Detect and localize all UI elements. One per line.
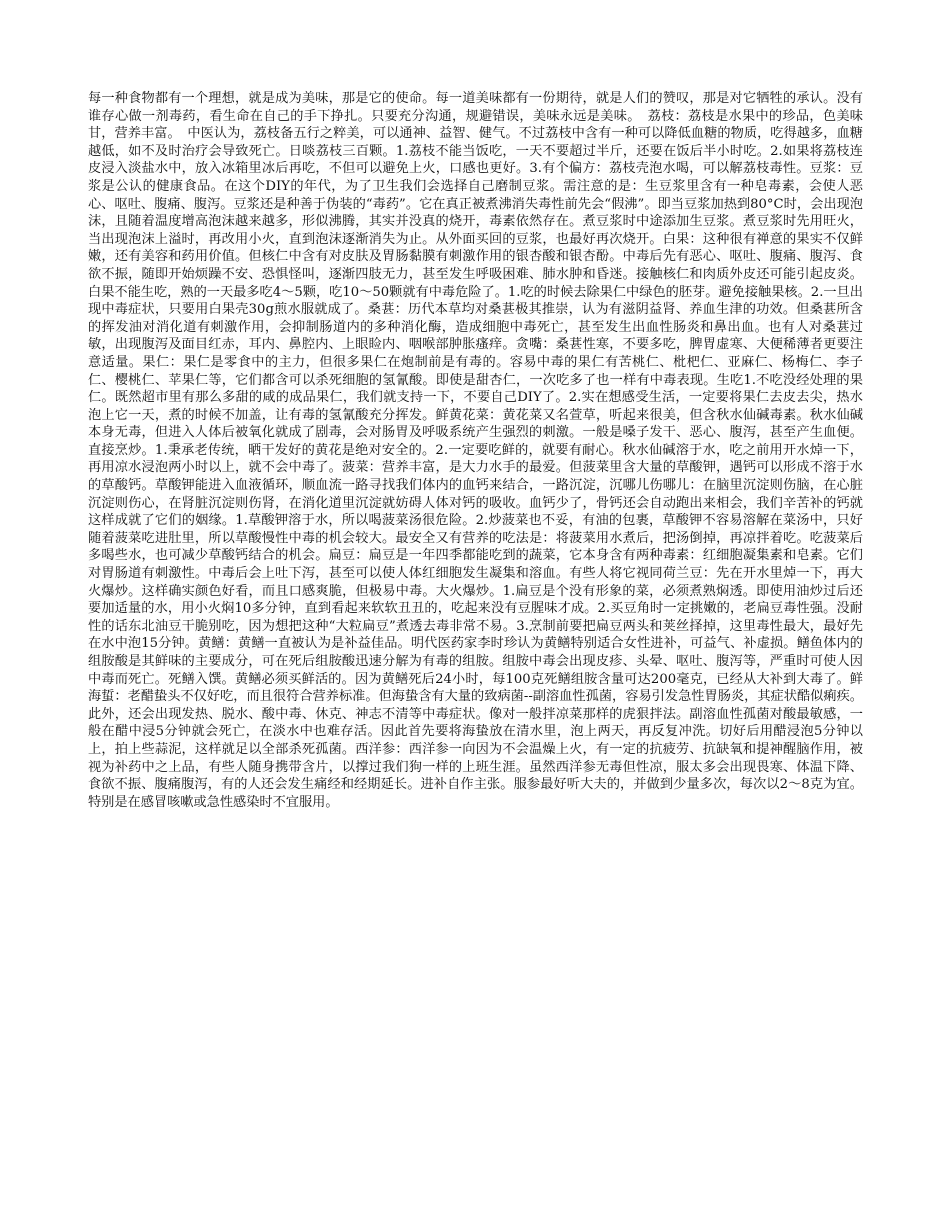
document-page	[88, 90, 863, 811]
body-paragraph: 每一种食物都有一个理想，就是成为美味，那是它的使命。每一道美味都有一份期待，就是人们的赞叹，那是对它牺牲的承认。没有谁存心做一剂毒药，看生命在自己的手下挣扎。只要充分沟通，规避错误，美味永远是美味。 荔枝：荔枝是水果中的珍品，色美味甘，营养丰富。 中医认为，荔枝备五行之粹美，可以通神、益智、健气。不过荔枝中含有一种可以降低血糖的物质，吃得越多，血糖越低，如不及时治疗会导致死亡。日啖荔枝三百颗。1.荔枝不能当饭吃，一天不要超过半斤，还要在饭后半小时吃。2.如果将荔枝连皮浸入淡盐水中，放入冰箱里冰后再吃，不但可以避免上火，口感也更好。3.有个偏方：荔枝壳泡水喝，可以解荔枝毒性。豆浆：豆浆是公认的健康食品。在这个DIY的年代，为了卫生我们会选择自己磨制豆浆。需注意的是：生豆浆里含有一种皂毒素，会使人恶心、呕吐、腹痛、腹泻。豆浆还是种善于伪装的“毒药”。它在真正被煮沸消失毒性前先会“假沸”。即当豆浆加热到80°C时，会出现泡沫，且随着温度增高泡沫越来越多，形似沸腾，其实并没真的烧开，毒素依然存在。煮豆浆时中途添加生豆浆。煮豆浆时先用旺火，当出现泡沫上溢时，再改用小火，直到泡沫逐渐消失为止。从外面买回的豆浆，也最好再次烧开。白果：这种很有禅意的果实不仅鲜嫩，还有美容和药用价值。但核仁中含有对皮肤及胃肠黏膜有刺激作用的银杏酸和银杏酚。中毒后先有恶心、呕吐、腹痛、腹泻、食欲不振，随即开始烦躁不安、恐惧怪叫，逐渐四肢无力，甚至发生呼吸困难、肺水肿和昏迷。接触核仁和肉质外皮还可能引起皮炎。白果不能生吃，熟的一天最多吃4～5颗，吃10～50颗就有中毒危险了。1.吃的时候去除果仁中绿色的胚芽。避免接触果核。2.一旦出现中毒症状，只要用白果壳30g煎水服就成了。桑葚：历代本草均对桑葚极其推崇，认为有滋阴益肾、养血生津的功效。但桑葚所含的挥发油对消化道有刺激作用，会抑制肠道内的多种消化酶，造成细胞中毒死亡，甚至发生出血性肠炎和鼻出血。也有人对桑葚过敏，出现腹泻及面目红赤，耳内、鼻腔内、上眼睑内、咽喉部肿胀瘙痒。贪嘴：桑葚性寒，不要多吃，脾胃虚寒、大便稀薄者更要注意适量。果仁：果仁是零食中的主力，但很多果仁在炮制前是有毒的。容易中毒的果仁有苦桃仁、枇杷仁、亚麻仁、杨梅仁、李子仁、樱桃仁、苹果仁等，它们都含可以杀死细胞的氢氰酸。即使是甜杏仁，一次吃多了也一样有中毒表现。生吃1.不吃没经处理的果仁。既然超市里有那么多甜的咸的成品果仁，我们就支持一下，不要自己DIY了。2.实在想感受生活，一定要将果仁去皮去尖，热水泡上它一天，煮的时候不加盖，让有毒的氢氰酸充分挥发。鲜黄花菜：黄花菜又名萱草，听起来很美，但含秋水仙碱毒素。秋水仙碱本身无毒，但进入人体后被氧化就成了剧毒，会对肠胃及呼吸系统产生强烈的刺激。一般是嗓子发干、恶心、腹泻，甚至产生血便。直接烹炒。1.秉承老传统，晒干发好的黄花是绝对安全的。2.一定要吃鲜的，就要有耐心。秋水仙碱溶于水，吃之前用开水焯一下，再用凉水浸泡两小时以上，就不会中毒了。菠菜：营养丰富，是大力水手的最爱。但菠菜里含大量的草酸钾，遇钙可以形成不溶于水的草酸钙。草酸钾能进入血液循环，顺血流一路寻找我们体内的血钙来结合，一路沉淀，沉哪儿伤哪儿：在脑里沉淀则伤脑，在心脏沉淀则伤心，在肾脏沉淀则伤肾，在消化道里沉淀就妨碍人体对钙的吸收。血钙少了，骨钙还会自动跑出来相会，我们辛苦补的钙就这样成就了它们的姻缘。1.草酸钾溶于水，所以喝菠菜汤很危险。2.炒菠菜也不妥，有油的包裹，草酸钾不容易溶解在菜汤中，只好随着菠菜吃进肚里，所以草酸慢性中毒的机会较大。最安全又有营养的吃法是：将菠菜用水煮后，把汤倒掉，再凉拌着吃。吃菠菜后多喝些水，也可减少草酸钙结合的机会。扁豆：扁豆是一年四季都能吃到的蔬菜，它本身含有两种毒素：红细胞凝集素和皂素。它们对胃肠道有刺激性。中毒后会上吐下泻，甚至可以使人体红细胞发生凝集和溶血。有些人将它视同荷兰豆：先在开水里焯一下，再大火爆炒。这样确实颜色好看，而且口感爽脆，但极易中毒。大火爆炒。1.扁豆是个没有形象的菜，必须煮熟焖透。即使用油炒过后还要加适量的水，用小火焖10多分钟，直到看起来软软丑丑的，吃起来没有豆腥味才成。2.买豆角时一定挑嫩的，老扁豆毒性强。没耐性的话东北油豆干脆别吃，因为想把这种“大粒扁豆”煮透去毒非常不易。3.烹制前要把扁豆两头和荚丝择掉，这里毒性最大，最好先在水中泡15分钟。黄鳝：黄鳝一直被认为是补益佳品。明代医药家李时珍认为黄鳝特别适合女性进补，可益气、补虚损。鳝鱼体内的组胺酸是其鲜味的主要成分，可在死后组胺酸迅速分解为有毒的组胺。组胺中毒会出现皮疹、头晕、呕吐、腹泻等，严重时可使人因中毒而死亡。死鳝入馔。黄鳝必须买鲜活的。因为黄鳝死后24小时，每100克死鳝组胺含量可达200毫克，已经从大补到大毒了。鲜海蜇：老醋蛰头不仅好吃，而且很符合营养标准。但海蛰含有大量的致病菌--副溶血性孤菌，容易引发急性胃肠炎，其症状酷似痢疾。此外，还会出现发热、脱水、酸中毒、休克、神志不清等中毒症状。像对一般拌凉菜那样的虎狠拌法。副溶血性孤菌对酸最敏感，一般在醋中浸5分钟就会死亡，在淡水中也难存活。因此首先要将海蛰放在清水里，泡上两天，再反复冲洗。切好后用醋浸泡5分钟以上，拍上些蒜泥，这样就足以全部杀死孤菌。西洋参：西洋参一向因为不会温燥上火，有一定的抗疲劳、抗缺氧和提神醒脑作用，被视为补药中之上品，有些人随身携带含片，以撑过我们狗一样的上班生涯。虽然西洋参无毒但性凉，服太多会出现畏寒、体温下降、食欲不振、腹痛腹泻，有的人还会发生痛经和经期延长。进补自作主张。服参最好听大夫的，并做到少量多次，每次以2～8克为宜。特别是在感冒咳嗽或急性感染时不宜服用。	[88, 91, 863, 810]
